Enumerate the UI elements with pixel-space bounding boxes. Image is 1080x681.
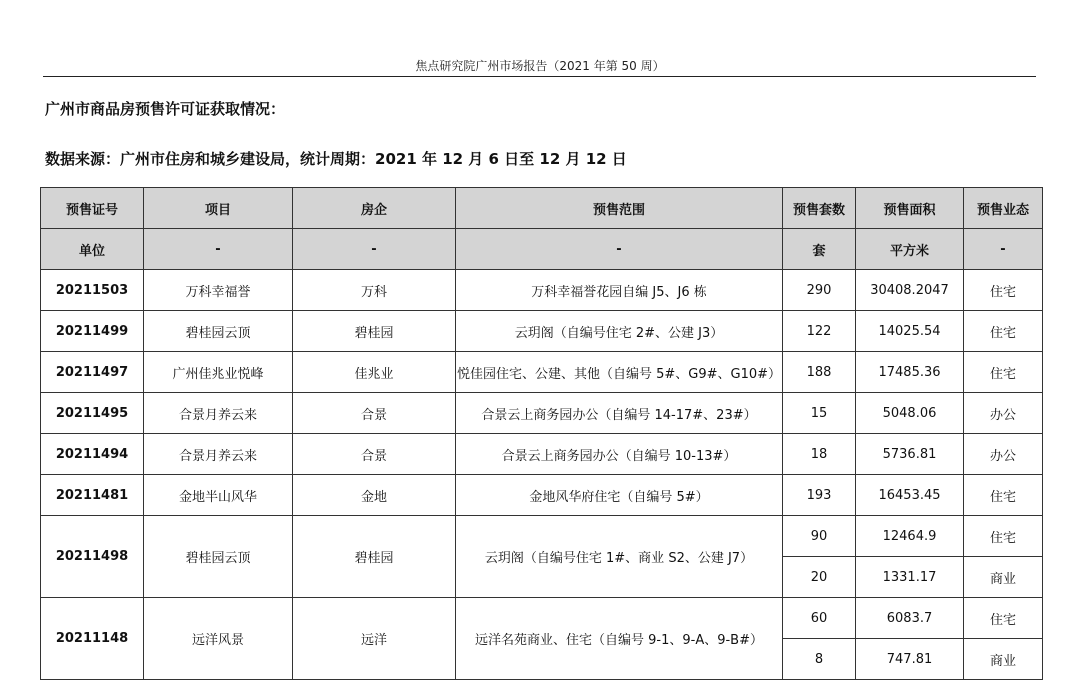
unit-cell: 平方米 xyxy=(856,229,964,270)
presale-area: 17485.36 xyxy=(856,352,964,393)
permit-number: 20211499 xyxy=(41,311,144,352)
report-header: 焦点研究院广州市场报告（2021 年第 50 周） xyxy=(415,59,665,73)
col-header-type: 预售业态 xyxy=(964,188,1043,229)
table-row xyxy=(41,598,1043,639)
unit-cell: - xyxy=(293,229,456,270)
presale-type: 办公 xyxy=(964,434,1043,475)
presale-units: 20 xyxy=(783,557,856,598)
section-title: 广州市商品房预售许可证获取情况： xyxy=(45,100,286,118)
table-row xyxy=(41,270,1043,311)
presale-scope: 远洋名苑商业、住宅（自编号 9-1、9-A、9-B#） xyxy=(456,598,783,680)
presale-units: 15 xyxy=(783,393,856,434)
presale-area: 1331.17 xyxy=(856,557,964,598)
permit-number: 20211495 xyxy=(41,393,144,434)
table-row xyxy=(41,434,1043,475)
presale-type: 住宅 xyxy=(964,598,1043,639)
presale-units: 193 xyxy=(783,475,856,516)
developer-name: 佳兆业 xyxy=(293,352,456,393)
col-header-project: 项目 xyxy=(144,188,293,229)
presale-type: 住宅 xyxy=(964,352,1043,393)
project-name: 广州佳兆业悦峰 xyxy=(144,352,293,393)
presale-type: 商业 xyxy=(964,557,1043,598)
developer-name: 合景 xyxy=(293,434,456,475)
developer-name: 合景 xyxy=(293,393,456,434)
col-header-developer: 房企 xyxy=(293,188,456,229)
unit-cell: - xyxy=(144,229,293,270)
table-header-row xyxy=(41,188,1043,229)
project-name: 合景月养云来 xyxy=(144,434,293,475)
presale-area: 5048.06 xyxy=(856,393,964,434)
project-name: 碧桂园云顶 xyxy=(144,311,293,352)
data-source-line: 数据来源：广州市住房和城乡建设局，统计周期：2021 年 12 月 6 日至 12 月 12 日 xyxy=(45,150,627,168)
presale-units: 8 xyxy=(783,639,856,680)
presale-units: 60 xyxy=(783,598,856,639)
presale-area: 12464.9 xyxy=(856,516,964,557)
presale-scope: 云玥阁（自编号住宅 1#、商业 S2、公建 J7） xyxy=(456,516,783,598)
presale-area: 5736.81 xyxy=(856,434,964,475)
presale-permit-table xyxy=(40,187,1043,680)
unit-label: 单位 xyxy=(41,229,144,270)
project-name: 万科幸福誉 xyxy=(144,270,293,311)
permit-number: 20211481 xyxy=(41,475,144,516)
presale-units: 18 xyxy=(783,434,856,475)
developer-name: 碧桂园 xyxy=(293,516,456,598)
presale-type: 住宅 xyxy=(964,311,1043,352)
permit-number: 20211148 xyxy=(41,598,144,680)
presale-units: 90 xyxy=(783,516,856,557)
presale-scope: 云玥阁（自编号住宅 2#、公建 J3） xyxy=(456,311,783,352)
col-header-area: 预售面积 xyxy=(856,188,964,229)
table-row xyxy=(41,393,1043,434)
table-row xyxy=(41,516,1043,557)
table-row xyxy=(41,475,1043,516)
presale-units: 122 xyxy=(783,311,856,352)
presale-scope: 万科幸福誉花园自编 J5、J6 栋 xyxy=(456,270,783,311)
project-name: 金地半山风华 xyxy=(144,475,293,516)
presale-scope: 金地风华府住宅（自编号 5#） xyxy=(456,475,783,516)
project-name: 合景月养云来 xyxy=(144,393,293,434)
presale-area: 30408.2047 xyxy=(856,270,964,311)
developer-name: 万科 xyxy=(293,270,456,311)
permit-number: 20211494 xyxy=(41,434,144,475)
developer-name: 碧桂园 xyxy=(293,311,456,352)
col-header-scope: 预售范围 xyxy=(456,188,783,229)
presale-area: 14025.54 xyxy=(856,311,964,352)
presale-type: 商业 xyxy=(964,639,1043,680)
col-header-units: 预售套数 xyxy=(783,188,856,229)
unit-cell: - xyxy=(964,229,1043,270)
presale-area: 747.81 xyxy=(856,639,964,680)
presale-type: 住宅 xyxy=(964,270,1043,311)
project-name: 碧桂园云顶 xyxy=(144,516,293,598)
presale-units: 188 xyxy=(783,352,856,393)
permit-number: 20211497 xyxy=(41,352,144,393)
presale-units: 290 xyxy=(783,270,856,311)
permit-number: 20211503 xyxy=(41,270,144,311)
presale-type: 办公 xyxy=(964,393,1043,434)
presale-area: 16453.45 xyxy=(856,475,964,516)
presale-scope: 合景云上商务园办公（自编号 10-13#） xyxy=(456,434,783,475)
unit-cell: - xyxy=(456,229,783,270)
table-row xyxy=(41,311,1043,352)
presale-scope: 悦佳园住宅、公建、其他（自编号 5#、G9#、G10#） xyxy=(456,352,783,393)
header-divider xyxy=(43,76,1036,77)
table-unit-row xyxy=(41,229,1043,270)
presale-scope: 合景云上商务园办公（自编号 14-17#、23#） xyxy=(456,393,783,434)
unit-cell: 套 xyxy=(783,229,856,270)
developer-name: 金地 xyxy=(293,475,456,516)
presale-type: 住宅 xyxy=(964,516,1043,557)
developer-name: 远洋 xyxy=(293,598,456,680)
presale-area: 6083.7 xyxy=(856,598,964,639)
col-header-permit-no: 预售证号 xyxy=(41,188,144,229)
presale-type: 住宅 xyxy=(964,475,1043,516)
project-name: 远洋风景 xyxy=(144,598,293,680)
permit-number: 20211498 xyxy=(41,516,144,598)
table-row xyxy=(41,352,1043,393)
